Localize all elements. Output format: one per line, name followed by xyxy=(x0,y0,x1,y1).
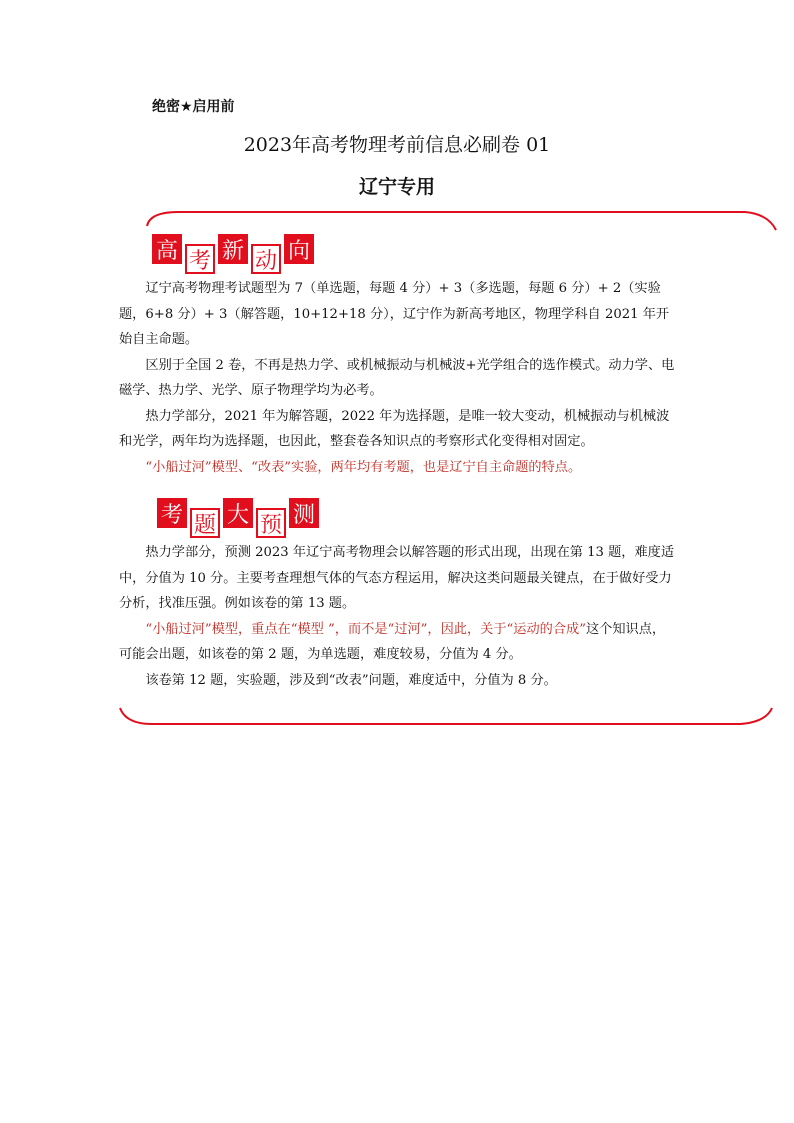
paragraph: 该卷第 12 题，实验题，涉及到“改表”问题，难度适中，分值为 8 分。 xyxy=(145,672,557,688)
document-title: 2023年高考物理考前信息必刷卷 01 xyxy=(243,134,551,156)
banner-tile: 高 xyxy=(152,234,182,264)
banner-tile: 新 xyxy=(218,234,248,264)
banner-tile: 向 xyxy=(284,234,314,264)
confidential-mark: 绝密★启用前 xyxy=(152,99,235,115)
document-subtitle: 辽宁专用 xyxy=(358,176,435,198)
banner-tile: 题 xyxy=(190,508,220,538)
paragraph: 区别于全国 2 卷，不再是热力学、或机械振动与机械波+光学组合的选作模式。动力学、电磁学、热力学、光学、原子物理学均为必考。 xyxy=(119,357,675,398)
banner-tile: 动 xyxy=(251,244,281,274)
paragraph xyxy=(119,617,677,668)
banner-tile: 大 xyxy=(223,498,253,528)
highlight-paragraph: “小船过河”模型、“改表”实验，两年均有考题，也是辽宁自主命题的特点。 xyxy=(145,459,582,475)
section-exam-prediction xyxy=(119,540,677,693)
paragraph: 辽宁高考物理考试题型为 7（单选题，每题 4 分）+ 3（多选题，每题 6 分）+ 2（实验题，6+8 分）+ 3（解答题，10+12+18 分），辽宁作为新高考地区，物理学科自 2021 年开始自主命题。 xyxy=(119,281,670,347)
paragraph: 热力学部分，预测 2023 年辽宁高考物理会以解答题的形式出现，出现在第 13 题，难度适中，分值为 10 分。主要考查理想气体的气态方程运用，解决这类问题最关键点，在于做好受力分析，找准压强。例如该卷的第 13 题。 xyxy=(119,545,675,611)
paragraph-text: 这个知识点，可能会出题，如该卷的第 2 题，为单选题，难度较易，分值为 4 分。 xyxy=(119,621,666,662)
banner-tile: 预 xyxy=(256,508,286,538)
section-exam-trends xyxy=(119,276,677,480)
banner-exam-prediction xyxy=(157,498,322,538)
banner-exam-trends xyxy=(152,234,317,274)
highlight-text: “小船过河”模型，重点在“模型 ”，而不是“过河”，因此，关于“运动的合成” xyxy=(145,621,586,637)
banner-tile: 测 xyxy=(289,498,319,528)
banner-tile: 考 xyxy=(185,244,215,274)
banner-tile: 考 xyxy=(157,498,187,528)
paragraph: 热力学部分，2021 年为解答题，2022 年为选择题，是唯一较大变动，机械振动与机械波和光学，两年均为选择题，也因此，整套卷各知识点的考察形式化变得相对固定。 xyxy=(119,408,670,449)
